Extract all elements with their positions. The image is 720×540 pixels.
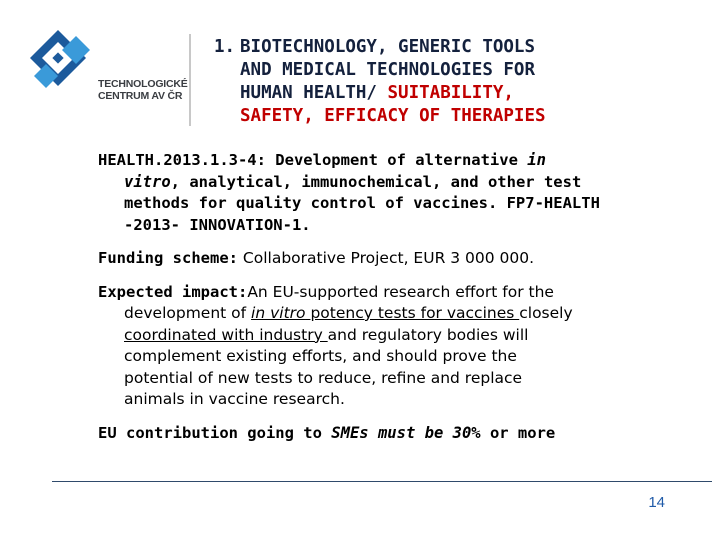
funding-label: Funding scheme: [98,249,238,267]
title-line-2: AND MEDICAL TECHNOLOGIES FOR [240,60,536,80]
page-number: 14 [648,494,665,511]
title-line-3: HUMAN HEALTH/ SUITABILITY, [240,83,514,103]
contribution-paragraph: EU contribution going to SMEs must be 30% or more [98,423,556,442]
footer-divider [52,481,712,482]
title-number: 1. [214,37,236,57]
slide-content [98,150,678,456]
impact-paragraph: Expected impact:An EU-supported research effort for the development of in vitro potency tests for vaccines closely coordinated with industry and regulatory bodies will complement existing efforts, and should prove the potential of new tests to reduce, refine and replace animals in vaccine research. [98,282,573,408]
impact-label: Expected impact: [98,282,248,301]
slide-title [214,36,704,128]
header-vertical-divider [189,34,191,126]
logo-line-1: TECHNOLOGICKÉ [98,78,188,90]
title-highlight: SUITABILITY, [387,83,514,103]
tc-logo-mark-icon [28,28,108,108]
funding-paragraph [98,248,678,270]
logo-line-2: CENTRUM AV ČR [98,90,183,102]
title-line-4: SAFETY, EFFICACY OF THERAPIES [240,106,546,126]
funding-value: Collaborative Project, EUR 3 000 000. [237,249,535,267]
tc-logo [28,28,188,118]
topic-paragraph: HEALTH.2013.1.3-4: Development of alternative in vitro, analytical, immunochemical, and other test methods for quality control of vaccines. FP7-HEALTH -2013- INNOVATION-1. [98,151,600,234]
title-line-1: 1. BIOTECHNOLOGY, GENERIC TOOLS [214,37,536,57]
tc-logo-text [98,78,188,102]
